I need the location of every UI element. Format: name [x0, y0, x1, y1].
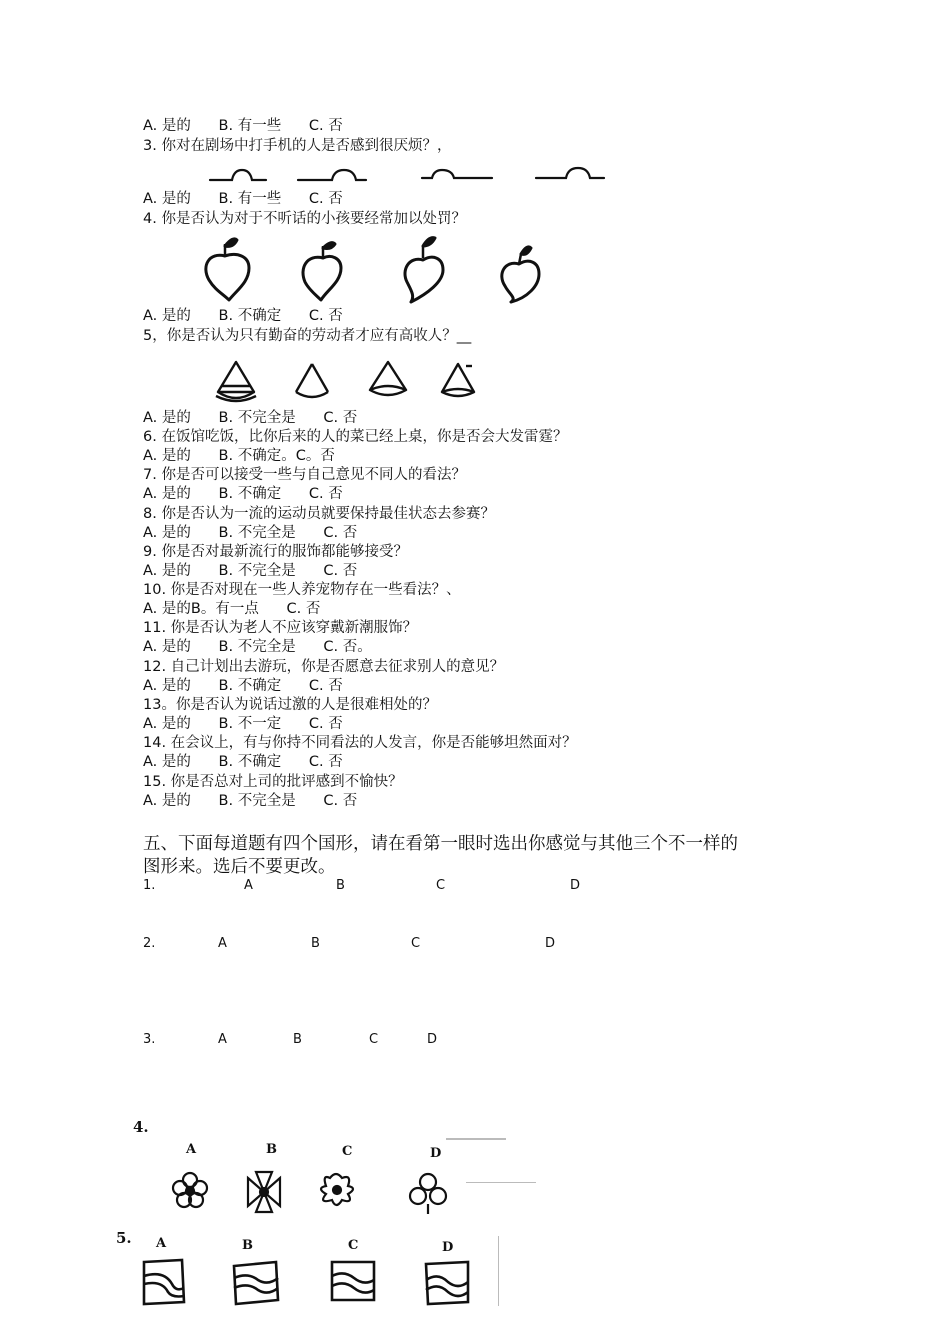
cone-b-icon: [296, 364, 328, 397]
figure-question-1-option-b: B: [336, 878, 345, 893]
q4-flower-row: [160, 1160, 470, 1220]
question-13: 13。你是否认为说话过激的人是很难相处的？: [143, 697, 437, 713]
cone-a-icon: [216, 362, 256, 401]
answer-options-q10: A. 是的B。有一点 C. 否: [143, 601, 321, 617]
section-5-heading-line-1: 五、下面每道题有四个国形，请在看第一眼时选出你感觉与其他三个不一样的: [143, 834, 738, 854]
flower-c-icon: [321, 1174, 353, 1205]
answer-options-q8: A. 是的 B. 不完全是 C. 否: [143, 525, 358, 541]
figure-question-3-option-b: B: [293, 1032, 302, 1047]
figure-question-1-option-a: A: [244, 878, 253, 893]
question-9: 9. 你是否对最新流行的服饰都能够接受？: [143, 544, 408, 560]
answer-options-q14: A. 是的 B. 不确定 C. 否: [143, 754, 343, 770]
cone-c-icon: [370, 362, 406, 395]
figure-question-1-option-c: C: [436, 878, 446, 893]
wave-box-d-icon: [426, 1262, 468, 1304]
figure-question-2-option-b: B: [311, 936, 320, 951]
figure-question-1-number: 1.: [143, 878, 156, 893]
bump-line-c-icon: [422, 170, 492, 178]
q5-wave-box-row: [136, 1256, 476, 1312]
figure-question-4-option-b: B: [266, 1142, 277, 1157]
figure-question-5-option-b: B: [242, 1238, 253, 1253]
answer-options-q9: A. 是的 B. 不完全是 C. 否: [143, 563, 358, 579]
question-5: 5，你是否认为只有勤奋的劳动者才应有高收人？__: [143, 328, 472, 344]
answer-options-q4: A. 是的 B. 不确定 C. 否: [143, 308, 343, 324]
figure-question-4-option-c: C: [342, 1144, 353, 1159]
answer-options-q3: A. 是的 B. 有一些 C. 否: [143, 191, 343, 207]
heart-fruit-a-icon: [206, 239, 249, 300]
answer-options-q2: A. 是的 B. 有一些 C. 否: [143, 118, 343, 134]
figure-question-5-option-c: C: [348, 1238, 359, 1253]
question-6: 6. 在饭馆吃饭，比你后来的人的菜已经上桌，你是否会大发雷霆？: [143, 429, 568, 445]
figure-question-4-number: 4.: [133, 1118, 149, 1136]
question-10: 10. 你是否对现在一些人养宠物存在一些看法？、: [143, 582, 461, 598]
answer-options-q15: A. 是的 B. 不完全是 C. 否: [143, 793, 358, 809]
question-7: 7. 你是否可以接受一些与自己意见不同人的看法？: [143, 467, 466, 483]
scan-artifact: [466, 1182, 536, 1183]
cone-d-icon: [442, 364, 474, 396]
figure-question-3-option-d: D: [427, 1032, 438, 1047]
q3-figure-row: [200, 160, 620, 190]
figure-question-5-option-d: D: [442, 1240, 454, 1255]
wave-box-b-icon: [234, 1262, 278, 1304]
figure-question-4-option-a: A: [186, 1142, 197, 1157]
question-3: 3. 你对在剧场中打手机的人是否感到很厌烦？，: [143, 138, 452, 154]
heart-fruit-d-icon: [502, 247, 539, 302]
figure-question-2-option-d: D: [545, 936, 556, 951]
answer-options-q11: A. 是的 B. 不完全是 C. 否。: [143, 639, 372, 655]
figure-question-2-number: 2.: [143, 936, 156, 951]
figure-question-2-option-c: C: [411, 936, 421, 951]
question-8: 8. 你是否认为一流的运动员就要保持最佳状态去参赛？: [143, 506, 495, 522]
flower-a-icon: [173, 1173, 207, 1207]
question-12: 12. 自己计划出去游玩，你是否愿意去征求别人的意见？: [143, 659, 505, 675]
answer-options-q13: A. 是的 B. 不一定 C. 否: [143, 716, 343, 732]
figure-question-3-number: 3.: [143, 1032, 156, 1047]
flower-b-icon: [248, 1172, 280, 1212]
figure-question-1-option-d: D: [570, 878, 581, 893]
answer-options-q6: A. 是的 B. 不确定。C。否: [143, 448, 335, 464]
question-11: 11. 你是否认为老人不应该穿戴新潮服饰？: [143, 620, 418, 636]
figure-question-3-option-c: C: [369, 1032, 379, 1047]
heart-fruit-c-icon: [405, 238, 443, 302]
figure-question-2-option-a: A: [218, 936, 227, 951]
scan-artifact: [498, 1236, 499, 1306]
figure-question-3-option-a: A: [218, 1032, 227, 1047]
scan-artifact: [446, 1138, 506, 1140]
section-5-heading-line-2: 图形来。选后不要更改。: [143, 857, 336, 877]
bump-line-b-icon: [298, 170, 366, 180]
answer-options-q7: A. 是的 B. 不确定 C. 否: [143, 486, 343, 502]
bump-line-a-icon: [210, 170, 266, 180]
question-4: 4. 你是否认为对于不听话的小孩要经常加以处罚？: [143, 211, 466, 227]
question-14: 14. 在会议上，有与你持不同看法的人发言，你是否能够坦然面对？: [143, 735, 577, 751]
heart-fruit-b-icon: [303, 243, 341, 300]
wave-box-a-icon: [144, 1260, 184, 1304]
bump-line-d-icon: [536, 168, 604, 178]
figure-question-5-number: 5.: [116, 1229, 132, 1247]
q4-figure-row: [195, 232, 555, 304]
answer-options-q12: A. 是的 B. 不确定 C. 否: [143, 678, 343, 694]
answer-options-q5: A. 是的 B. 不完全是 C. 否: [143, 410, 358, 426]
figure-question-4-option-d: D: [430, 1146, 442, 1161]
q5-figure-row: [210, 356, 490, 408]
question-15: 15. 你是否总对上司的批评感到不愉快？: [143, 774, 403, 790]
figure-question-5-option-a: A: [156, 1236, 167, 1251]
flower-d-icon: [410, 1174, 446, 1214]
wave-box-c-icon: [332, 1262, 374, 1300]
